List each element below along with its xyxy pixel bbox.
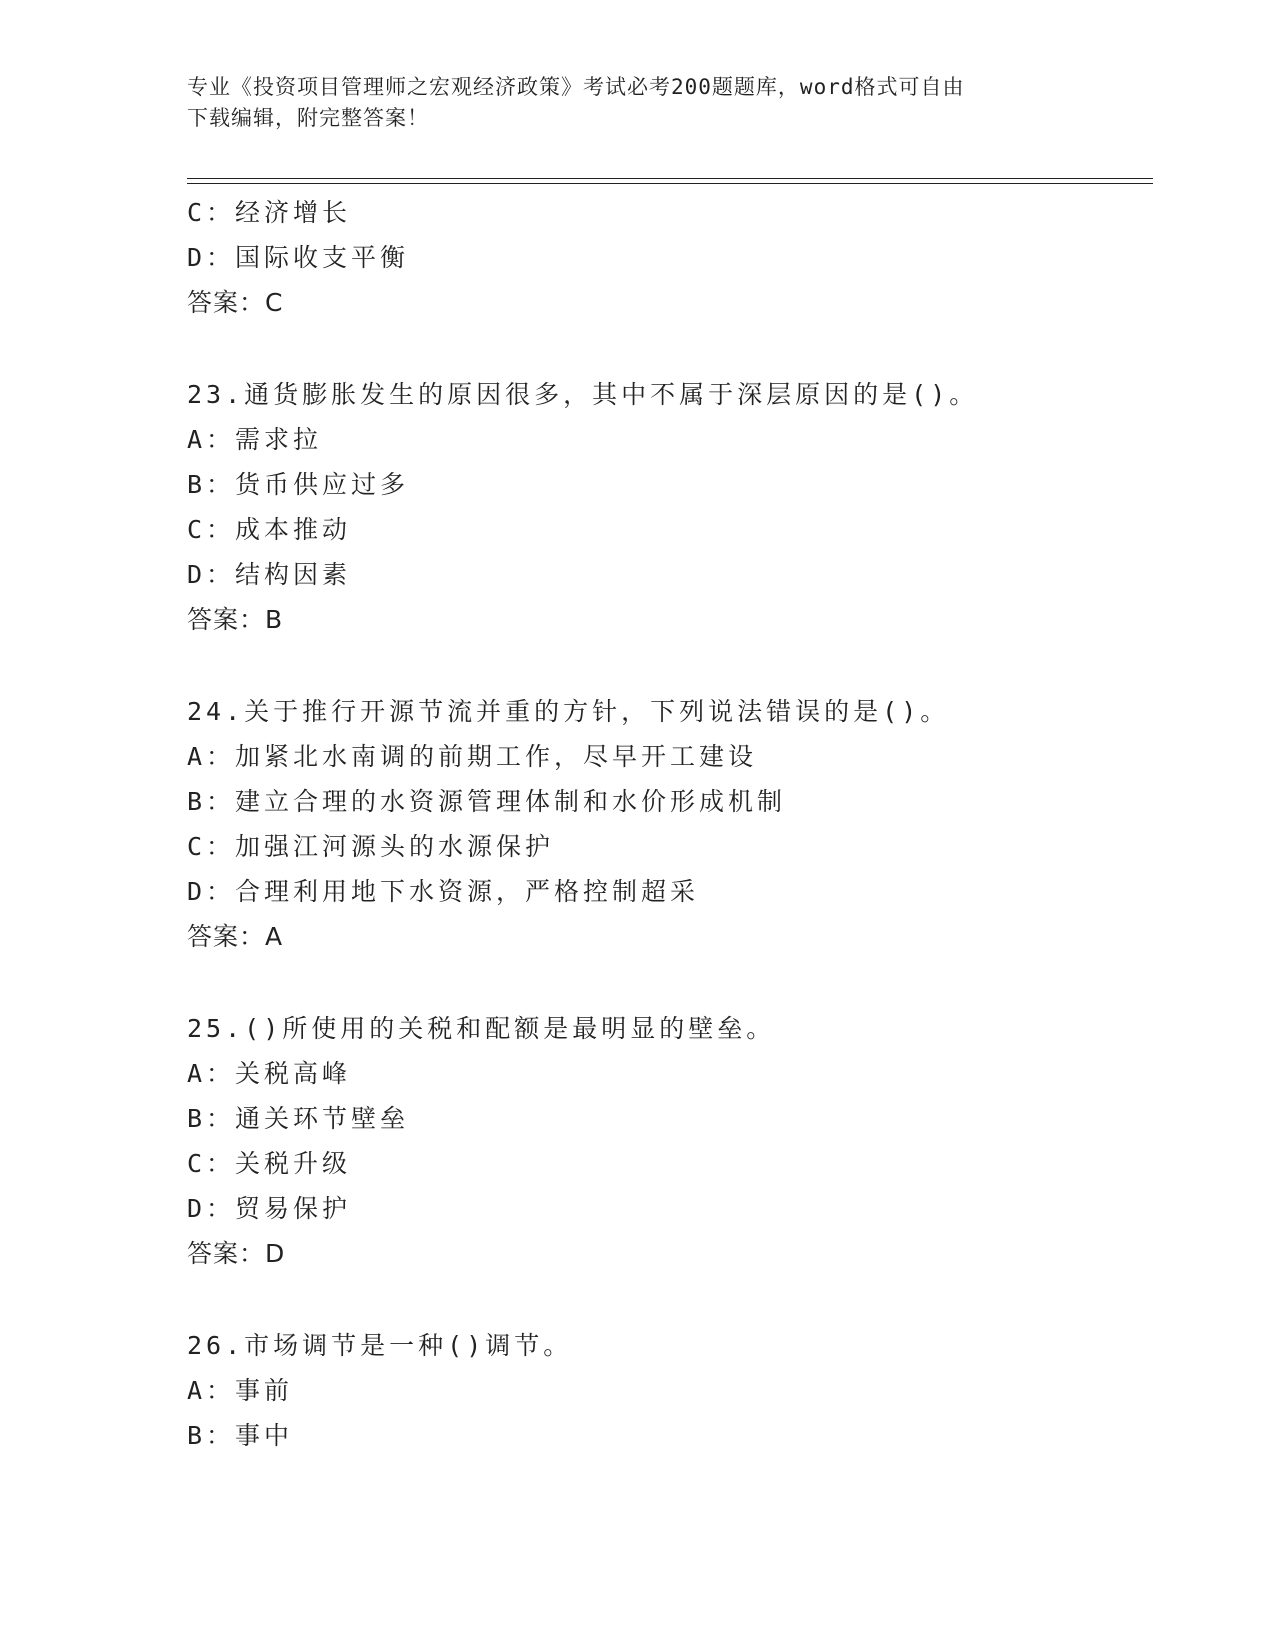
option-d: D：结构因素 (187, 560, 352, 589)
header-divider-bottom (187, 183, 1153, 184)
answer: 答案：A (187, 922, 284, 951)
spacer (187, 643, 1153, 689)
option-b: B：建立合理的水资源管理体制和水价形成机制 (187, 787, 787, 816)
question-23 (187, 372, 1153, 643)
option-c: C：关税升级 (187, 1149, 352, 1178)
option-d: D：国际收支平衡 (187, 243, 410, 272)
option-c: C：成本推动 (187, 515, 352, 544)
question-25 (187, 1006, 1153, 1277)
option-b: B：事中 (187, 1421, 294, 1450)
option-c: C：加强江河源头的水源保护 (187, 832, 555, 861)
question-text: 26.市场调节是一种()调节。 (187, 1331, 573, 1360)
header-line-1: 专业《投资项目管理师之宏观经济政策》考试必考200题题库，word格式可自由 (187, 75, 965, 99)
answer: 答案：C (187, 288, 284, 317)
question-text: 24.关于推行开源节流并重的方针，下列说法错误的是()。 (187, 697, 950, 726)
option-a: A：事前 (187, 1376, 294, 1405)
question-text: 23.通货膨胀发生的原因很多，其中不属于深层原因的是()。 (187, 380, 979, 409)
question-24 (187, 689, 1153, 960)
spacer (187, 960, 1153, 1006)
question-text: 25.()所使用的关税和配额是最明显的壁垒。 (187, 1014, 776, 1043)
spacer (187, 326, 1153, 372)
option-a: A：需求拉 (187, 425, 323, 454)
question-list (187, 190, 1153, 1458)
option-c: C：经济增长 (187, 198, 352, 227)
document-header (187, 72, 1087, 134)
header-line-2: 下载编辑，附完整答案！ (187, 106, 429, 130)
spacer (187, 1277, 1153, 1323)
option-d: D：贸易保护 (187, 1194, 352, 1223)
option-a: A：加紧北水南调的前期工作，尽早开工建设 (187, 742, 758, 771)
question-26 (187, 1323, 1153, 1458)
question-22 (187, 190, 1153, 326)
answer: 答案：D (187, 1239, 286, 1268)
option-d: D：合理利用地下水资源，严格控制超采 (187, 877, 700, 906)
option-b: B：货币供应过多 (187, 470, 410, 499)
answer: 答案：B (187, 605, 284, 634)
option-a: A：关税高峰 (187, 1059, 352, 1088)
header-divider-top (187, 178, 1153, 179)
option-b: B：通关环节壁垒 (187, 1104, 410, 1133)
